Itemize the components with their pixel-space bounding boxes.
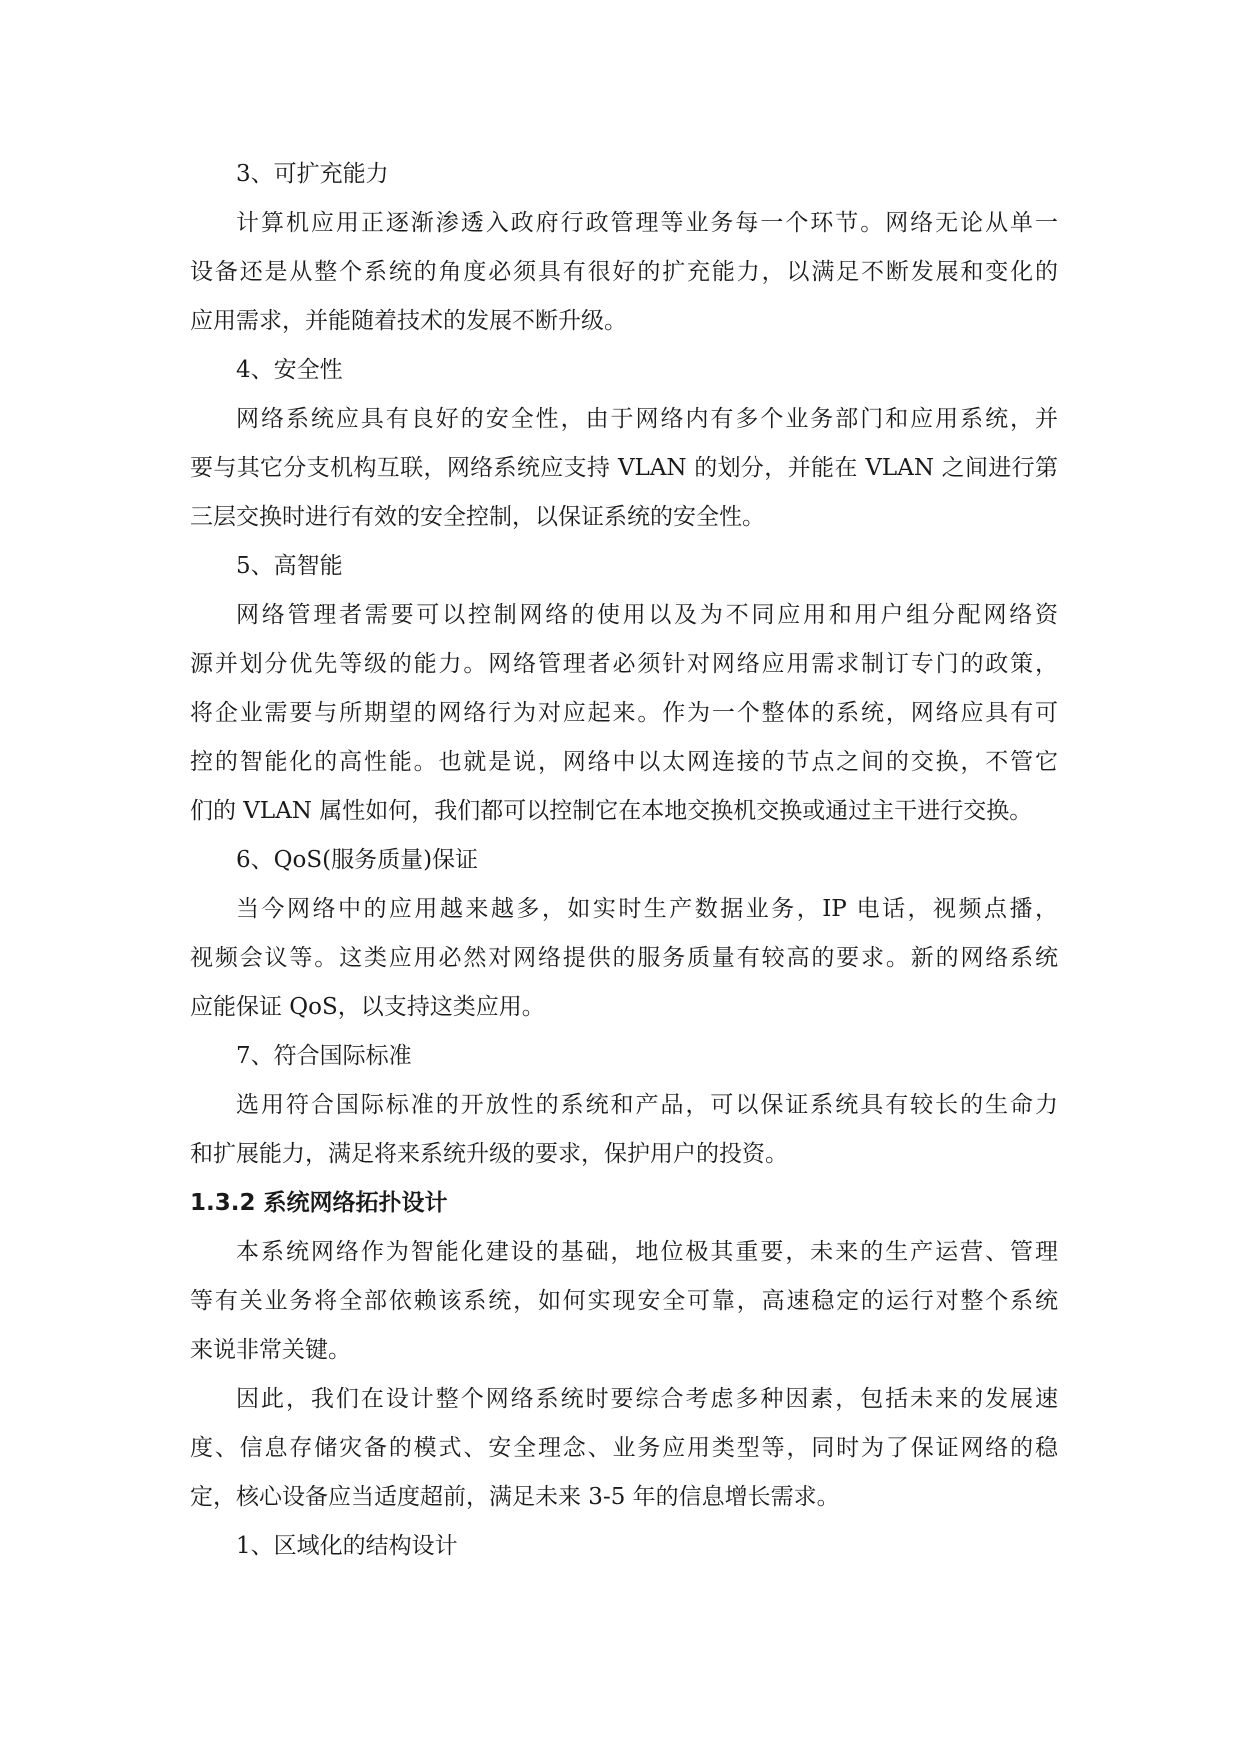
- subheading: [190, 1522, 1058, 1571]
- text-line: 6、QoS(服务质量)保证: [236, 847, 479, 873]
- text-line: 视频会议等。这类应用必然对网络提供的服务质量有较高的要求。新的网络系统: [190, 945, 1058, 971]
- text-line: 和扩展能力，满足将来系统升级的要求，保护用户的投资。: [190, 1141, 788, 1167]
- text-line: 控的智能化的高性能。也就是说，网络中以太网连接的节点之间的交换，不管它: [190, 749, 1058, 775]
- paragraph: [190, 591, 1058, 836]
- text-line: 要与其它分支机构互联，网络系统应支持 VLAN 的划分，并能在 VLAN 之间进行第: [190, 455, 1058, 481]
- text-line: 来说非常关键。: [190, 1337, 351, 1363]
- text-line: 定，核心设备应当适度超前，满足未来 3-5 年的信息增长需求。: [190, 1484, 840, 1510]
- text-line: 设备还是从整个系统的角度必须具有很好的扩充能力，以满足不断发展和变化的: [190, 259, 1058, 285]
- text-line: 将企业需要与所期望的网络行为对应起来。作为一个整体的系统，网络应具有可: [190, 700, 1058, 726]
- subheading: [190, 542, 1058, 591]
- text-line: 计算机应用正逐渐渗透入政府行政管理等业务每一个环节。网络无论从单一: [236, 210, 1058, 236]
- text-line: 本系统网络作为智能化建设的基础，地位极其重要，未来的生产运营、管理: [236, 1239, 1058, 1265]
- text-line: 1、区域化的结构设计: [236, 1533, 458, 1559]
- text-line: 源并划分优先等级的能力。网络管理者必须针对网络应用需求制订专门的政策，: [190, 651, 1058, 677]
- subheading: [190, 346, 1058, 395]
- paragraph: [190, 199, 1058, 346]
- text-line: 度、信息存储灾备的模式、安全理念、业务应用类型等，同时为了保证网络的稳: [190, 1435, 1058, 1461]
- text-line: 网络管理者需要可以控制网络的使用以及为不同应用和用户组分配网络资: [236, 602, 1058, 628]
- paragraph: [190, 395, 1058, 542]
- text-line: 4、安全性: [236, 357, 343, 383]
- paragraph: [190, 1081, 1058, 1179]
- paragraph: [190, 885, 1058, 1032]
- text-line: 当今网络中的应用越来越多，如实时生产数据业务，IP 电话，视频点播，: [236, 896, 1058, 922]
- text-line: 网络系统应具有良好的安全性，由于网络内有多个业务部门和应用系统，并: [236, 406, 1058, 432]
- paragraph: [190, 1375, 1058, 1522]
- text-line: 1.3.2 系统网络拓扑设计: [190, 1190, 448, 1216]
- section-heading: [190, 1179, 1058, 1228]
- text-line: 7、符合国际标准: [236, 1043, 412, 1069]
- text-line: 选用符合国际标准的开放性的系统和产品，可以保证系统具有较长的生命力: [236, 1092, 1058, 1118]
- text-line: 等有关业务将全部依赖该系统，如何实现安全可靠，高速稳定的运行对整个系统: [190, 1288, 1058, 1314]
- text-line: 3、可扩充能力: [236, 161, 389, 187]
- text-line: 因此，我们在设计整个网络系统时要综合考虑多种因素，包括未来的发展速: [236, 1386, 1058, 1412]
- text-line: 5、高智能: [236, 553, 343, 579]
- document-body: [190, 150, 1058, 1571]
- subheading: [190, 1032, 1058, 1081]
- text-line: 们的 VLAN 属性如何，我们都可以控制它在本地交换机交换或通过主干进行交换。: [190, 798, 1033, 824]
- text-line: 三层交换时进行有效的安全控制，以保证系统的安全性。: [190, 504, 765, 530]
- subheading: [190, 836, 1058, 885]
- text-line: 应用需求，并能随着技术的发展不断升级。: [190, 308, 627, 334]
- paragraph: [190, 1228, 1058, 1375]
- subheading: [190, 150, 1058, 199]
- text-line: 应能保证 QoS，以支持这类应用。: [190, 994, 545, 1020]
